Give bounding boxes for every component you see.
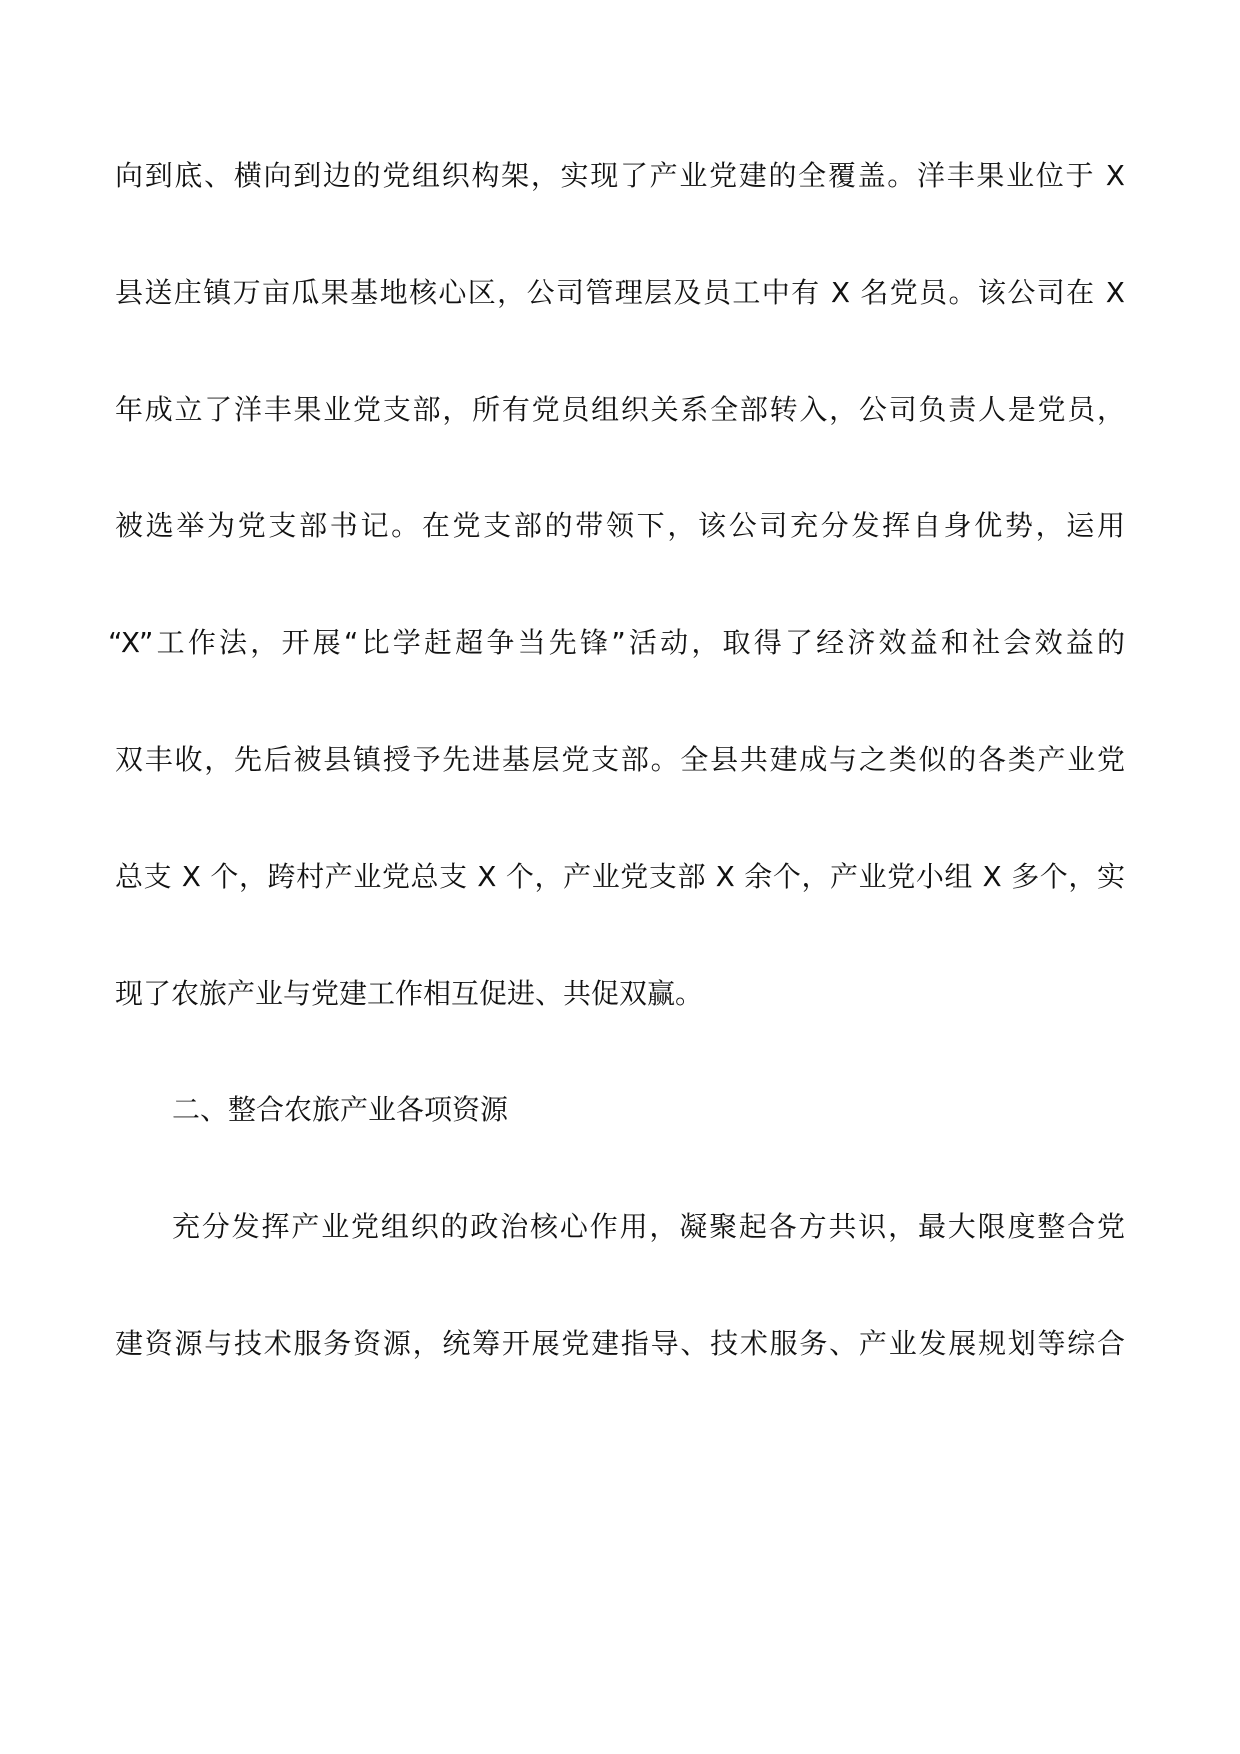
paragraph-line: 现了农旅产业与党建工作相互促进、共促双赢。 <box>115 977 704 1010</box>
paragraph-line: 建资源与技术服务资源，统筹开展党建指导、技术服务、产业发展规划等综合 <box>115 1327 1125 1360</box>
paragraph-line: 年成立了洋丰果业党支部，所有党员组织关系全部转入，公司负责人是党员， <box>115 393 1125 426</box>
paragraph-line: 县送庄镇万亩瓜果基地核心区，公司管理层及员工中有 X 名党员。该公司在 X <box>115 276 1125 309</box>
paragraph-line: 向到底、横向到边的党组织构架，实现了产业党建的全覆盖。洋丰果业位于 X <box>115 159 1125 192</box>
paragraph-line: 被选举为党支部书记。在党支部的带领下，该公司充分发挥自身优势，运用 <box>115 509 1125 542</box>
section-heading: 二、整合农旅产业各项资源 <box>172 1093 509 1126</box>
paragraph-line: 总支 X 个，跨村产业党总支 X 个，产业党支部 X 余个，产业党小组 X 多个，实 <box>115 860 1125 893</box>
paragraph-line: “X”工作法，开展“比学赶超争当先锋”活动，取得了经济效益和社会效益的 <box>108 626 1125 659</box>
paragraph-line: 双丰收，先后被县镇授予先进基层党支部。全县共建成与之类似的各类产业党 <box>115 743 1125 776</box>
paragraph-line: 充分发挥产业党组织的政治核心作用，凝聚起各方共识，最大限度整合党 <box>172 1210 1125 1243</box>
